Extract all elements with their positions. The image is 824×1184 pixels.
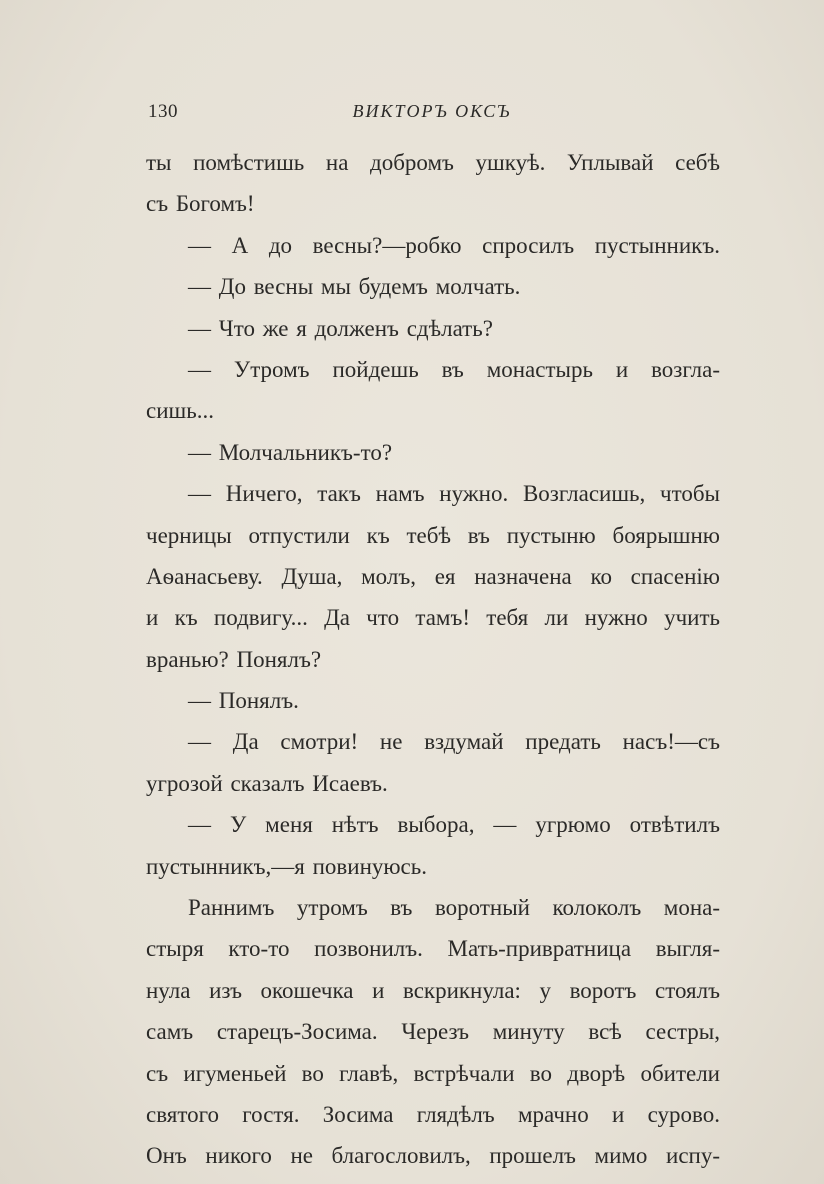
text-line: черницы отпустили къ тебѣ въ пустыню боярышню [146,522,720,548]
text-line: — Молчальникъ-то? [188,439,393,465]
text-line: Аѳанасьеву. Душа, молъ, ея назначена ко спасенію [146,563,720,589]
page-number: 130 [148,101,178,122]
text-line: ты помѣстишь на добромъ ушкуѣ. Уплывай себѣ [146,150,720,175]
text-line: — Что же я долженъ сдѣлать? [188,315,493,341]
text-line: — Утромъ пойдешь въ монастырь и возгла- [188,356,720,382]
text-line: пустынникъ,—я повинуюсь. [146,853,428,879]
text-line: Раннимъ утромъ въ воротный колоколъ мона- [188,895,720,921]
text-block [146,142,720,1177]
page-header [148,101,716,127]
text-line: сишь... [146,398,214,424]
text-line: святого гостя. Зосима глядѣлъ мрачно и сурово. [146,1101,720,1127]
text-line: самъ старецъ-Зосима. Черезъ минуту всѣ сестры, [146,1019,720,1045]
text-line: — А до весны?—робко спросилъ пустынникъ. [188,232,720,258]
text-line: Онъ никого не благословилъ, прошелъ мимо испу- [146,1143,720,1169]
running-head: ВИКТОРЪ ОКСЪ [352,101,512,121]
text-line: — У меня нѣтъ выбора, — угрюмо отвѣтилъ [188,812,720,838]
text-line: — Понялъ. [188,688,299,714]
text-line: угрозой сказалъ Исаевъ. [146,770,388,796]
text-line: — До весны мы будемъ молчать. [188,274,521,300]
text-line: съ игуменьей во главѣ, встрѣчали во дворѣ обители [146,1060,720,1086]
text-line: вранью? Понялъ? [146,646,322,672]
text-line: стыря кто-то позвонилъ. Мать-привратница выгля- [146,936,720,962]
text-line: — Ничего, такъ намъ нужно. Возгласишь, чтобы [188,481,720,507]
text-line: нула изъ окошечка и вскрикнула: у воротъ стоялъ [146,977,720,1003]
text-line: — Да смотри! не вздумай предать насъ!—съ [188,729,720,755]
text-line: съ Богомъ! [146,191,255,217]
text-line: и къ подвигу... Да что тамъ! тебя ли нужно учить [146,605,720,631]
